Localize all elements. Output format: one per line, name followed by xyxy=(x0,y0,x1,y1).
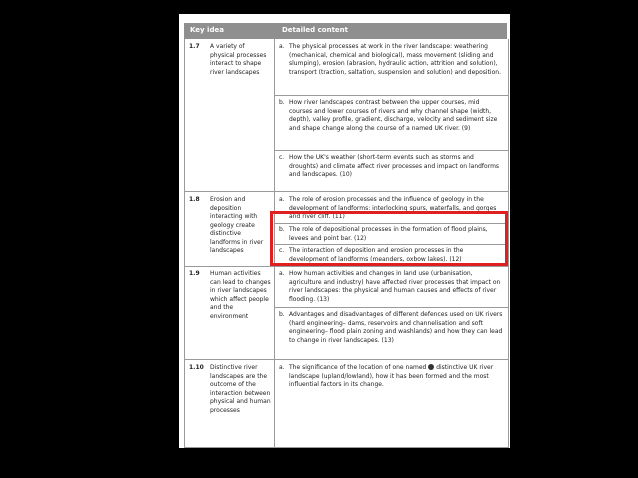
item-letter: a. xyxy=(279,43,285,50)
item-text: Advantages and disadvantages of different defences used on UK rivers (hard engineering– dams, reservoirs and channelisation and soft engineering– flood plain zoning and washlands) and how they can lead to change in river landscapes. (13) xyxy=(289,311,503,344)
item-letter: c. xyxy=(279,247,285,254)
item-text: The role of depositional processes in the formation of flood plains, levees and point bar. (12) xyxy=(289,226,488,242)
table-header xyxy=(184,23,507,39)
row-number: 1.8 xyxy=(189,196,200,203)
row-number: 1.10 xyxy=(189,364,204,371)
item-text: The significance of the location of one named distinctive UK river landscape (upland/lowland), how it has been formed and the most influential factors in its change. xyxy=(289,364,494,388)
header-key-idea: Key idea xyxy=(190,26,224,34)
item-letter: a. xyxy=(279,196,285,203)
header-detailed-content: Detailed content xyxy=(282,26,348,34)
item-letter: b. xyxy=(279,311,285,318)
globe-icon xyxy=(428,364,434,370)
highlight-box xyxy=(270,211,508,266)
item-letter: c. xyxy=(279,154,285,161)
item-letter: b. xyxy=(279,226,285,233)
item-text: The physical processes at work in the river landscape: weathering (mechanical, chemical and biological), mass movement (sliding and slumping), erosion (abrasion, hydraulic action, attrition and solution), transport (traction, saltation, suspension and solution) and deposition. xyxy=(289,43,501,76)
item-text: The role of erosion processes and the influence of geology in the development of landforms: interlocking spurs, waterfalls, and gorges and river cliff. (11) xyxy=(289,196,497,220)
item-text: The interaction of deposition and erosion processes in the development of landforms (meanders, oxbow lakes). (12) xyxy=(289,247,464,263)
row-number: 1.7 xyxy=(189,43,200,50)
key-idea-text: Erosion and deposition interacting with geology create distinctive landforms in river landscapes xyxy=(210,196,264,254)
item-text: How human activities and changes in land use (urbanisation, agriculture and industry) have affected river processes that impact on river landscapes: the physical and human causes and effects of river flooding. (13) xyxy=(289,270,501,303)
key-idea-text: Human activities can lead to changes in river landscapes which affect people and the environment xyxy=(210,270,271,320)
syllabus-page xyxy=(179,14,510,448)
key-idea-text: Distinctive river landscapes are the outcome of the interaction between physical and human processes xyxy=(210,364,271,414)
item-letter: a. xyxy=(279,364,285,371)
row-number: 1.9 xyxy=(189,270,200,277)
item-text: How the UK's weather (short-term events such as storms and droughts) and climate affect river processes and impact on landforms and landscapes. (10) xyxy=(289,154,500,178)
key-idea-text: A variety of physical processes interact to shape river landscapes xyxy=(210,43,267,76)
item-letter: b. xyxy=(279,99,285,106)
item-letter: a. xyxy=(279,270,285,277)
item-text: How river landscapes contrast between the upper courses, mid courses and lower courses of rivers and why channel shape (width, depth), valley profile, gradient, discharge, velocity and sediment size and shape change along the course of a named UK river. (9) xyxy=(289,99,498,132)
